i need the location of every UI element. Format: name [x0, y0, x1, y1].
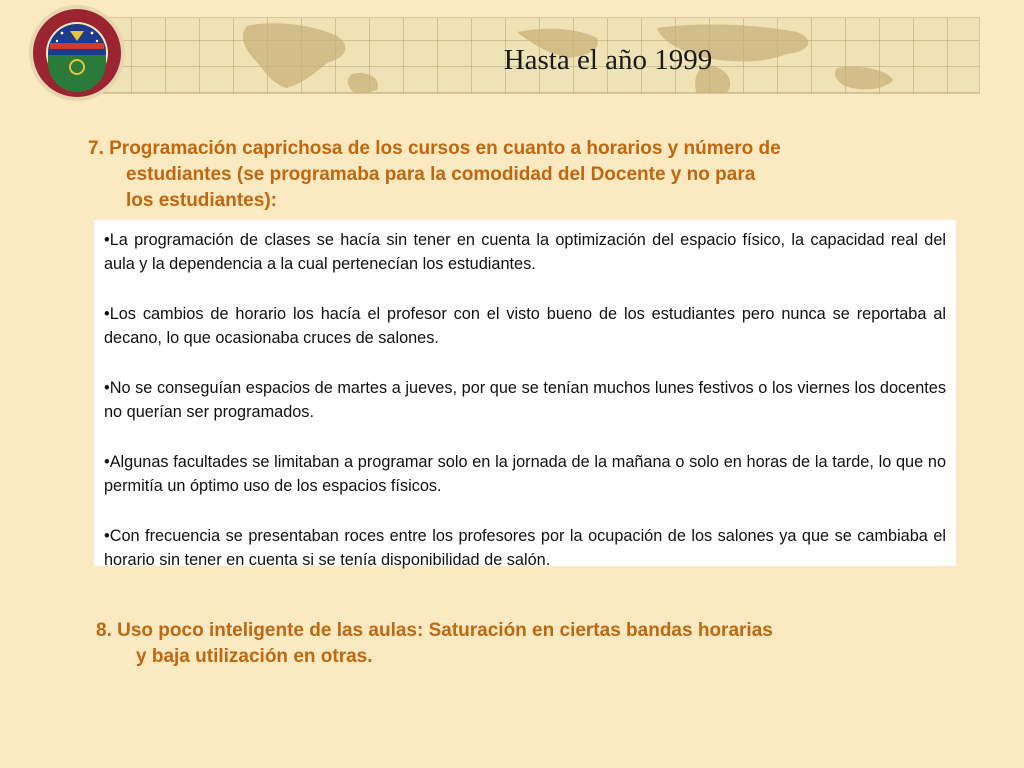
section-7-heading-line3: los estudiantes): [126, 190, 277, 211]
section-8-heading [96, 618, 966, 670]
bullet-item: •Los cambios de horario los hacía el profesor con el visto bueno de los estudiantes pero nunca se reportaba al decano, lo que ocasionaba cruces de salones. [104, 305, 946, 347]
section-8-heading-line1: 8. Uso poco inteligente de las aulas: Saturación en ciertas bandas horarias [96, 620, 773, 641]
bullet-item: •No se conseguían espacios de martes a jueves, por que se tenían muchos lunes festivos o los viernes los docentes no querían ser programados. [104, 379, 946, 421]
section-8-heading-line2: y baja utilización en otras. [136, 646, 373, 667]
bullet-list-box [94, 220, 956, 569]
bullet-item: •Algunas facultades se limitaban a programar solo en la jornada de la mañana o solo en horas de la tarde, lo que no permitía un óptimo uso de los espacios físicos. [104, 453, 946, 495]
university-seal-icon [22, 3, 132, 103]
section-7-heading-line1: 7. Programación caprichosa de los cursos en cuanto a horarios y número de [88, 138, 781, 159]
header-banner [96, 17, 980, 94]
page-title: Hasta el año 1999 [503, 44, 713, 76]
section-7-heading-line2: estudiantes (se programaba para la comodidad del Docente y no para [126, 164, 756, 185]
section-7-heading [88, 136, 968, 214]
bullet-item: •La programación de clases se hacía sin tener en cuenta la optimización del espacio físico, la capacidad real del aula y la dependencia a la cual pertenecían los estudiantes. [104, 231, 946, 273]
bullet-item: •Con frecuencia se presentaban roces entre los profesores por la ocupación de los salones ya que se cambiaba el horario sin tener en cuenta si se tenía disponibilidad de salón. [104, 527, 946, 569]
